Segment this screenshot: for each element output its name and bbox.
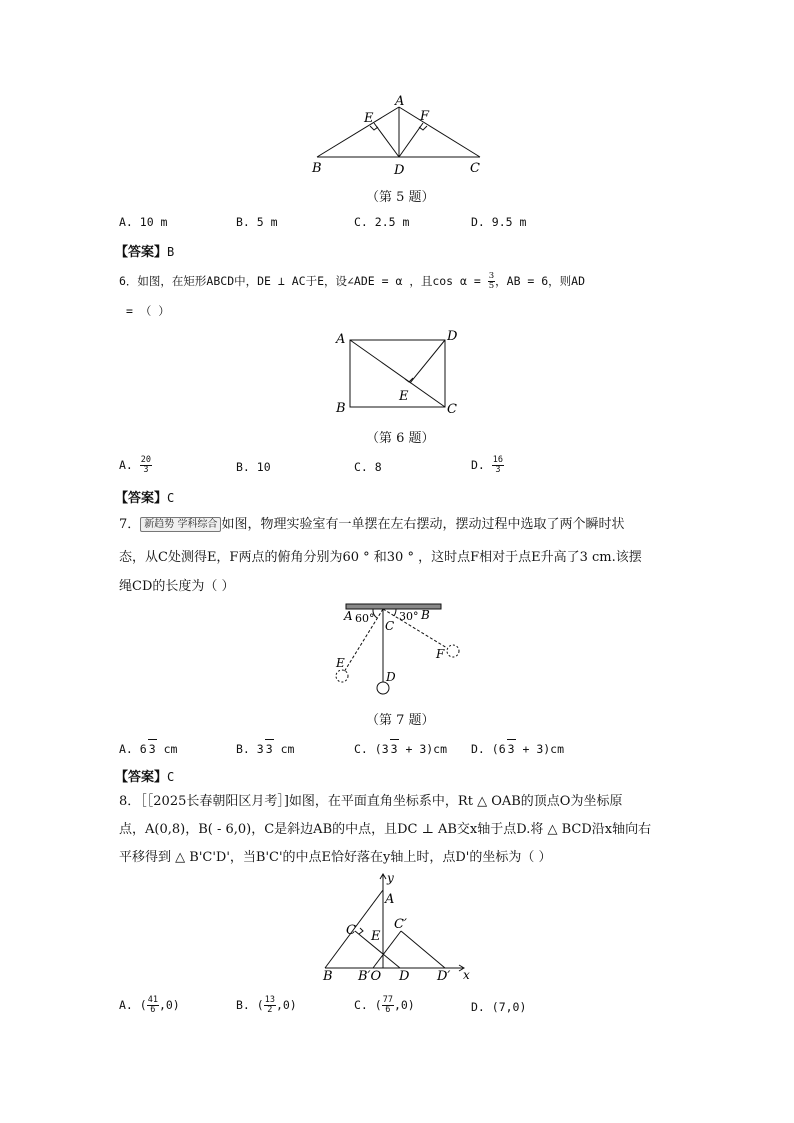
answer-value: C xyxy=(167,770,175,784)
q8-option-c: C. ( $\frac{77}{6}$ ,0) xyxy=(354,995,415,1015)
q5-option-b: B. 5 m xyxy=(236,215,278,229)
q7-question-line-1 xyxy=(119,510,624,539)
q7-option-a: A. 6 3 cm xyxy=(119,739,177,758)
q7-question-line-3: 绳CD的长度为（ ） xyxy=(119,579,235,594)
q6-text-1: 6．如图，在矩形ABCD中，DE ⊥ AC于E，设∠ADE = α ，且cos α = xyxy=(119,274,488,288)
q7-label-D: D xyxy=(386,670,396,684)
q5-label-B: B xyxy=(312,161,322,176)
q6-text-2: ，AB = 6，则AD xyxy=(495,274,586,288)
q7-text-1: 如图，物理实验室有一单摆在左右摆动，摆动过程中选取了两个瞬时状 xyxy=(221,517,625,532)
q7-number: 7． xyxy=(119,517,141,532)
q6-caption: （第 6 题） xyxy=(366,431,435,446)
q7-label-60: 60° xyxy=(355,612,375,625)
q7-label-A: A xyxy=(344,609,353,623)
q8-figure xyxy=(315,870,480,985)
q6-question-line-2: = （ ） xyxy=(126,304,170,318)
answer-value: C xyxy=(167,491,175,505)
q5-label-E: E xyxy=(364,111,374,126)
q7-label-C: C xyxy=(385,619,395,633)
q8-label-E: E xyxy=(371,929,381,944)
q5-caption: （第 5 题） xyxy=(366,190,435,205)
q6-label-A: A xyxy=(336,332,346,347)
q7-label-30: 30° xyxy=(399,610,419,623)
answer-label: 【答案】 xyxy=(115,770,168,785)
q7-caption: （第 7 题） xyxy=(366,713,435,728)
q6-answer xyxy=(115,487,174,506)
q8-label-D: D xyxy=(399,969,410,984)
q5-label-A: A xyxy=(395,94,405,109)
q8-label-A: A xyxy=(385,892,395,907)
q7-figure xyxy=(330,600,470,700)
q7-answer xyxy=(115,766,174,785)
q8-label-Dprime: D′ xyxy=(437,969,451,984)
q7-label-F: F xyxy=(436,647,445,661)
q6-question-line-1 xyxy=(119,272,585,291)
q5-figure xyxy=(300,92,500,182)
q7-badge: 新趋势 学科综合 xyxy=(140,517,221,532)
q5-option-c: C. 2.5 m xyxy=(354,215,410,229)
q8-question-line-1: 8．［［2025长春朝阳区月考］]如图，在平面直角坐标系中，Rt △ OAB的顶点O为坐标原 xyxy=(119,794,623,809)
q8-question-line-3: 平移得到 △ B'C'D'，当B'C'的中点E恰好落在y轴上时，点D'的坐标为（ ） xyxy=(119,850,552,865)
q6-option-a: A. $\frac{20}{3}$ xyxy=(119,455,152,475)
q8-option-b: B. ( $\frac{13}{2}$ ,0) xyxy=(236,995,297,1015)
q6-fraction: $\frac{3}{5}$ xyxy=(488,271,495,291)
q5-label-F: F xyxy=(420,109,430,124)
q8-label-x: x xyxy=(463,968,470,982)
q8-label-Cprime: C′ xyxy=(394,917,407,932)
q5-label-C: C xyxy=(470,161,480,176)
q6-option-b: B. 10 xyxy=(236,460,271,474)
q5-answer xyxy=(115,241,174,260)
q7-option-d: D. (6 3 + 3)cm xyxy=(471,739,564,758)
q8-option-a: A. ( $\frac{41}{6}$ ,0) xyxy=(119,995,180,1015)
q5-option-a: A. 10 m xyxy=(119,215,168,229)
q8-label-y: y xyxy=(387,871,394,885)
q7-option-c: C. (3 3 + 3)cm xyxy=(354,739,447,758)
q8-question-line-2: 点，A(0,8)，B( - 6,0)，C是斜边AB的中点，且DC ⊥ AB交x轴于点D.将 △ BCD沿x轴向右 xyxy=(119,822,652,837)
q8-label-C: C xyxy=(346,923,356,938)
q6-label-C: C xyxy=(447,402,457,417)
q6-option-d: D. $\frac{16}{3}$ xyxy=(471,455,504,475)
answer-label: 【答案】 xyxy=(115,491,168,506)
q8-label-BprimeO: B′O xyxy=(358,969,382,984)
q7-label-E: E xyxy=(336,656,345,670)
q8-label-B: B xyxy=(323,969,333,984)
q8-option-d: D. (7,0) xyxy=(471,1000,527,1014)
answer-label: 【答案】 xyxy=(115,245,168,260)
q6-option-c: C. 8 xyxy=(354,460,382,474)
q6-label-E: E xyxy=(399,389,409,404)
q7-question-line-2: 态，从C处测得E，F两点的俯角分别为60 ° 和30 ° ，这时点F相对于点E升高了3 cm.该摆 xyxy=(119,550,642,565)
answer-value: B xyxy=(167,245,175,259)
q7-label-B: B xyxy=(421,608,430,622)
q5-option-d: D. 9.5 m xyxy=(471,215,527,229)
q6-label-B: B xyxy=(336,401,346,416)
q6-figure xyxy=(330,325,470,420)
q5-label-D: D xyxy=(394,163,405,178)
q6-label-D: D xyxy=(447,329,458,344)
q7-option-b: B. 3 3 cm xyxy=(236,739,294,758)
